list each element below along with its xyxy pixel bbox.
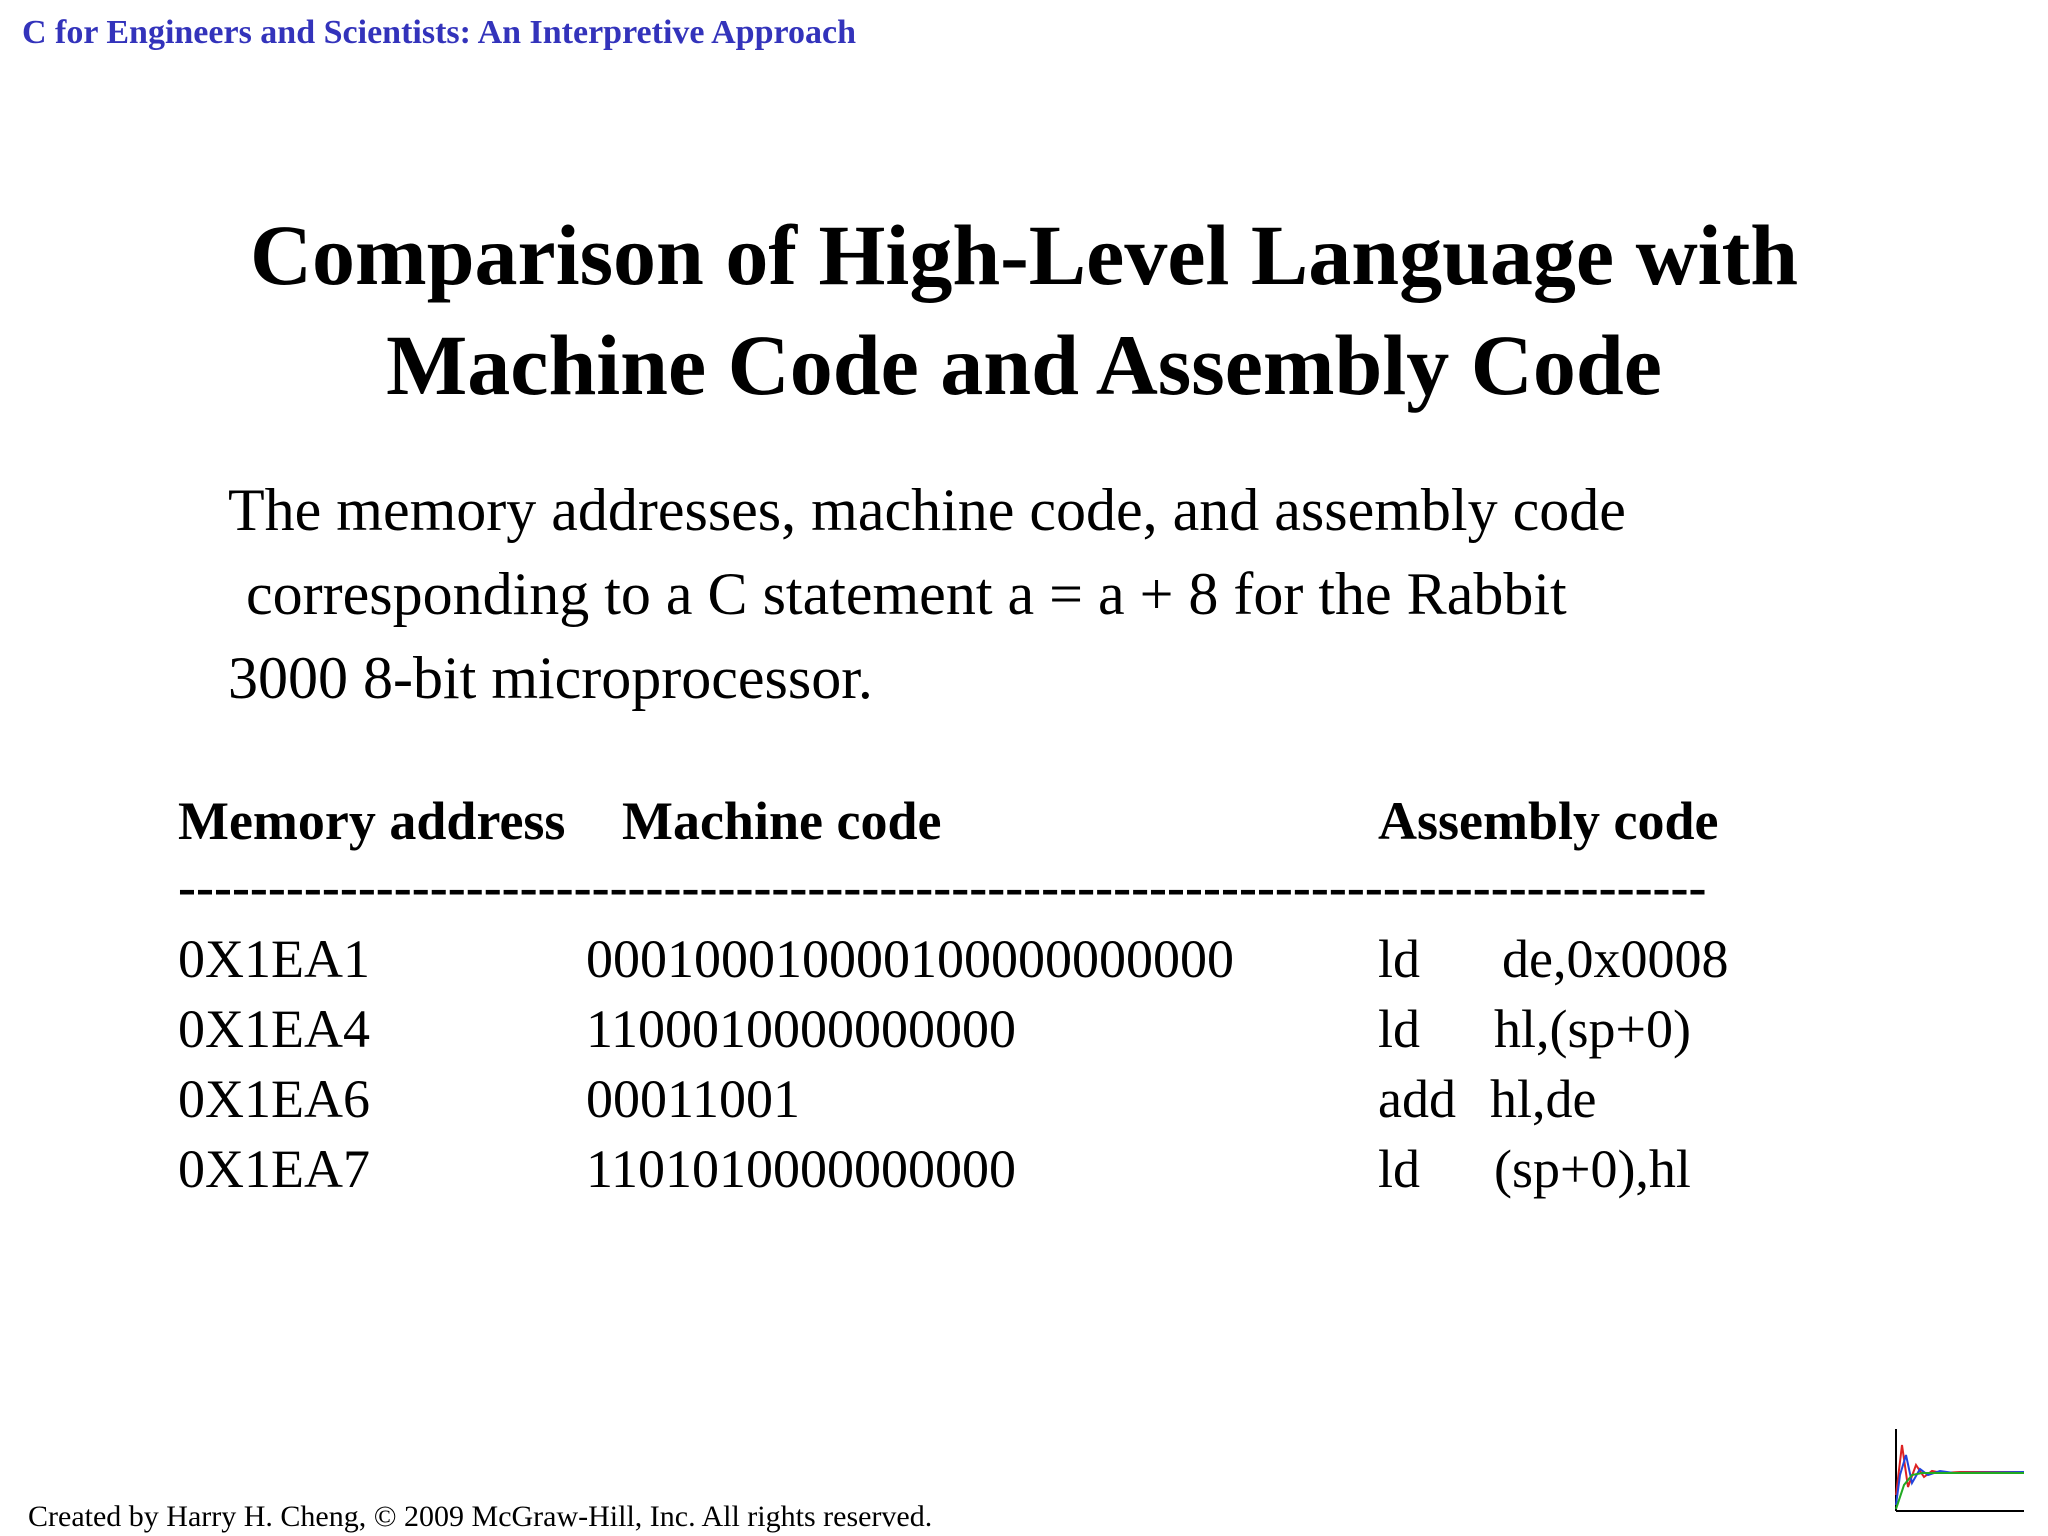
description-line-2: corresponding to a C statement a = a + 8 for the Rabbit	[246, 561, 1567, 627]
copyright-footer: Created by Harry H. Cheng, © 2009 McGraw-Hill, Inc. All rights reserved.	[28, 1500, 933, 1533]
logo-blue-curve	[1896, 1455, 2024, 1505]
assembly-operand-cell: de,0x0008	[1502, 929, 1729, 989]
header-assembly-code: Assembly code	[1378, 791, 1719, 851]
slide-description	[228, 468, 1626, 720]
machine-code-cell: 00011001	[586, 1069, 800, 1129]
assembly-opcode-cell: ld	[1378, 929, 1421, 989]
assembly-opcode-cell: add	[1378, 1069, 1456, 1129]
description-line-1: The memory addresses, machine code, and assembly code	[228, 477, 1626, 543]
slide-title-line-2: Machine Code and Assembly Code	[386, 317, 1662, 413]
slide-title-line-1: Comparison of High-Level Language with	[249, 207, 1799, 303]
logo-red-curve	[1896, 1445, 2024, 1495]
logo-graphic	[1890, 1425, 2026, 1515]
description-line-3: 3000 8-bit microprocessor.	[228, 645, 873, 711]
table-row	[178, 1068, 1818, 1138]
memory-address-cell: 0X1EA7	[178, 1139, 370, 1199]
memory-address-cell: 0X1EA4	[178, 999, 370, 1059]
slide-title	[0, 200, 2048, 420]
assembly-operand-cell: (sp+0),hl	[1494, 1139, 1691, 1199]
header-memory-address: Memory address	[178, 791, 566, 851]
table-row	[178, 998, 1818, 1068]
table-row	[178, 928, 1818, 998]
book-title: C for Engineers and Scientists: An Interpretive Approach	[22, 14, 856, 51]
machine-code-cell: 1100010000000000	[586, 999, 1016, 1059]
machine-code-cell: 000100010000100000000000	[586, 929, 1234, 989]
table-row	[178, 1138, 1818, 1208]
memory-address-cell: 0X1EA6	[178, 1069, 370, 1129]
assembly-opcode-cell: ld	[1378, 1139, 1421, 1199]
memory-address-cell: 0X1EA1	[178, 929, 370, 989]
assembly-operand-cell: hl,de	[1490, 1069, 1597, 1129]
machine-code-cell: 1101010000000000	[586, 1139, 1016, 1199]
assembly-operand-cell: hl,(sp+0)	[1494, 999, 1691, 1059]
assembly-opcode-cell: ld	[1378, 999, 1421, 1059]
header-machine-code: Machine code	[622, 791, 942, 851]
table-separator: -------------------------------------------------------------------------------------	[178, 857, 1707, 917]
step-response-plot-icon	[1890, 1425, 2026, 1515]
